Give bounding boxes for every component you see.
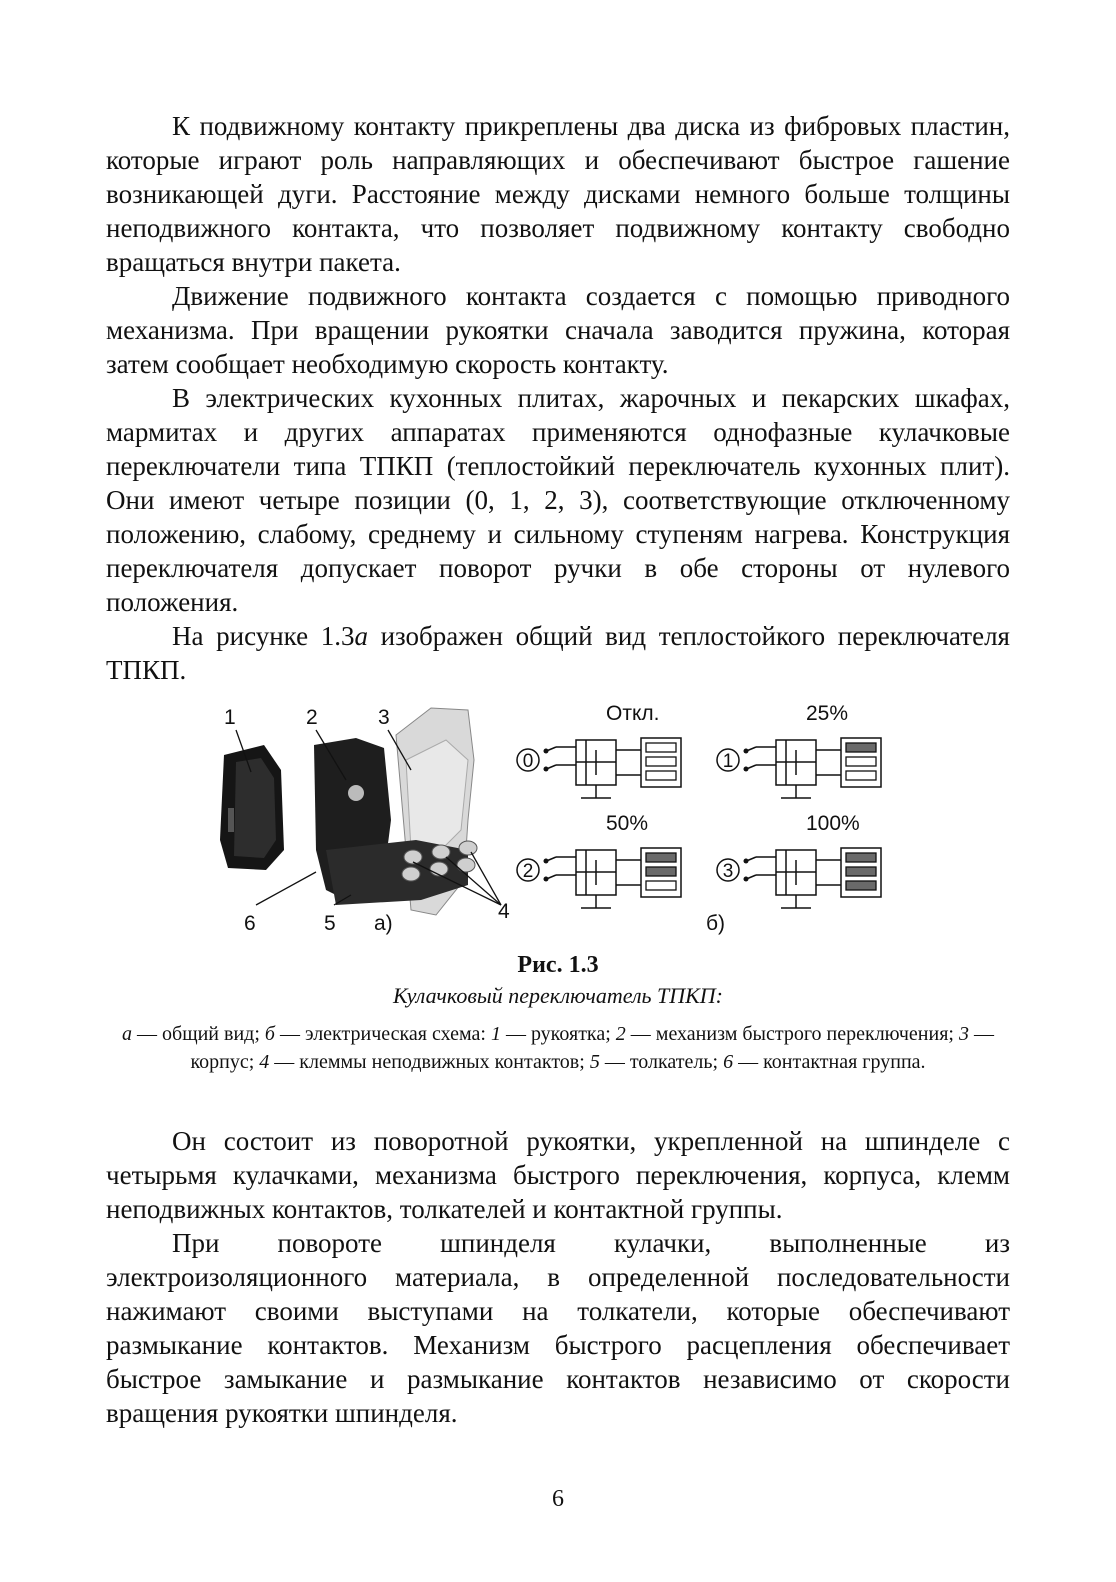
label-6: 6	[244, 912, 256, 935]
paragraph: К подвижному контакту прикреплены два диска из фибровых пластин, которые играют роль направляющих и обеспечивают быстрое гашение возникающей дуги. Расстояние между дисками немного больше толщины неподвижного контакта, что позволяет подвижному контакту свободно вращаться внутри пакета.	[106, 111, 1010, 277]
terminal	[744, 877, 749, 882]
legend-text: — механизм быстрого переключения;	[625, 1023, 959, 1045]
figure-subtitle: Кулачковый переключатель ТПКП:	[392, 983, 724, 1008]
figure-reference-paragraph	[106, 619, 1010, 687]
scheme-position-3	[717, 812, 881, 908]
label-4: 4	[498, 900, 510, 923]
label-1: 1	[224, 706, 236, 729]
paragraph: При повороте шпинделя кулачки, выполненные из электроизоляционного материала, в определенной последовательности нажимают своими выступами на толкатели, которые обеспечивают размыкание контактов. Механизм быстрого расцепления обеспечивает быстрое замыкание и размыкание контактов независимо от скорости вращения рукоятки шпинделя.	[106, 1228, 1010, 1428]
page-number: 6	[552, 1486, 564, 1512]
legend-marker: 1	[490, 1023, 501, 1045]
heating-element	[846, 743, 876, 752]
heating-element	[646, 757, 676, 766]
terminal	[744, 749, 749, 754]
legend-text: — рукоятка;	[500, 1023, 616, 1045]
paragraph: В электрических кухонных плитах, жарочных и пекарских шкафах, мармитах и других аппаратах применяются однофазные кулачковые переключатели типа ТПКП (теплостойкий переключатель кухонных плит). Они имеют четыре позиции (0, 1, 2, 3), соответствующие отключенному положению, слабому, среднему и сильному ступеням нагрева. Конструкция переключателя допускает поворот ручки в обе стороны от нулевого положения.	[106, 383, 1010, 617]
figure-title: Рис. 1.3	[517, 952, 599, 978]
legend-text: — клеммы неподвижных контактов;	[269, 1051, 590, 1073]
label-3: 3	[378, 706, 390, 729]
heating-element	[846, 853, 876, 862]
paragraph: Движение подвижного контакта создается с помощью приводного механизма. При вращении рукоятки сначала заводится пружина, которая затем сообщает необходимую скорость контакту.	[106, 281, 1010, 379]
scheme-label: 100%	[806, 812, 860, 835]
position-number: 3	[722, 861, 734, 882]
legend-marker: 3	[958, 1023, 969, 1045]
heating-element	[846, 771, 876, 780]
text-block-bottom	[106, 1124, 1010, 1430]
legend-marker: 6	[723, 1051, 734, 1073]
terminal	[544, 877, 549, 882]
photo-labels	[224, 706, 725, 935]
legend-text: — контактная группа.	[733, 1051, 926, 1073]
heating-element	[846, 867, 876, 876]
heating-element	[846, 881, 876, 890]
legend-marker: 5	[589, 1051, 600, 1073]
legend-text: — электрическая схема:	[274, 1023, 491, 1045]
terminal	[544, 767, 549, 772]
position-number: 1	[722, 751, 734, 772]
figure-1-3	[206, 700, 910, 950]
terminal	[544, 859, 549, 864]
legend-marker: б	[264, 1023, 275, 1045]
heating-element	[646, 881, 676, 890]
fig-ref-italic: а	[354, 621, 368, 651]
fig-ref-text: На рисунке 1.3	[172, 621, 355, 651]
scheme-label: 50%	[606, 812, 649, 835]
figure-illustration	[206, 700, 910, 950]
legend-text: — корпус;	[190, 1023, 994, 1073]
legend-marker: а	[122, 1023, 133, 1045]
scheme-position-2	[517, 812, 681, 908]
text-block-top	[106, 109, 1010, 687]
scheme-label: Откл.	[606, 702, 660, 725]
electrical-schemes	[517, 702, 881, 908]
heating-element	[646, 771, 676, 780]
scheme-label: 25%	[806, 702, 849, 725]
terminal	[544, 749, 549, 754]
position-number: 0	[522, 751, 534, 772]
fig-ref-text-after: изображен общий вид теплостойкого переключателя ТПКП.	[106, 621, 1010, 685]
part-b-label: б)	[706, 912, 726, 935]
legend-text: — общий вид;	[132, 1023, 265, 1045]
legend-text: — толкатель;	[599, 1051, 724, 1073]
heating-element	[846, 757, 876, 766]
label-2: 2	[306, 706, 318, 729]
scheme-position-0	[517, 702, 681, 798]
legend-marker: 2	[615, 1023, 626, 1045]
switch-photo	[220, 708, 477, 915]
label-5: 5	[324, 912, 336, 935]
figure-legend	[116, 1020, 1000, 1076]
part-a-label: а)	[374, 912, 393, 935]
paragraph: Он состоит из поворотной рукоятки, укрепленной на шпинделе с четырьмя кулачками, механизма быстрого переключения, корпуса, клемм неподвижных контактов, толкателей и контактной группы.	[106, 1126, 1010, 1224]
heating-element	[646, 867, 676, 876]
position-number: 2	[522, 861, 534, 882]
heating-element	[646, 743, 676, 752]
terminal	[744, 859, 749, 864]
legend-marker: 4	[259, 1051, 270, 1073]
terminal	[744, 767, 749, 772]
heating-element	[646, 853, 676, 862]
scheme-position-1	[717, 702, 881, 798]
